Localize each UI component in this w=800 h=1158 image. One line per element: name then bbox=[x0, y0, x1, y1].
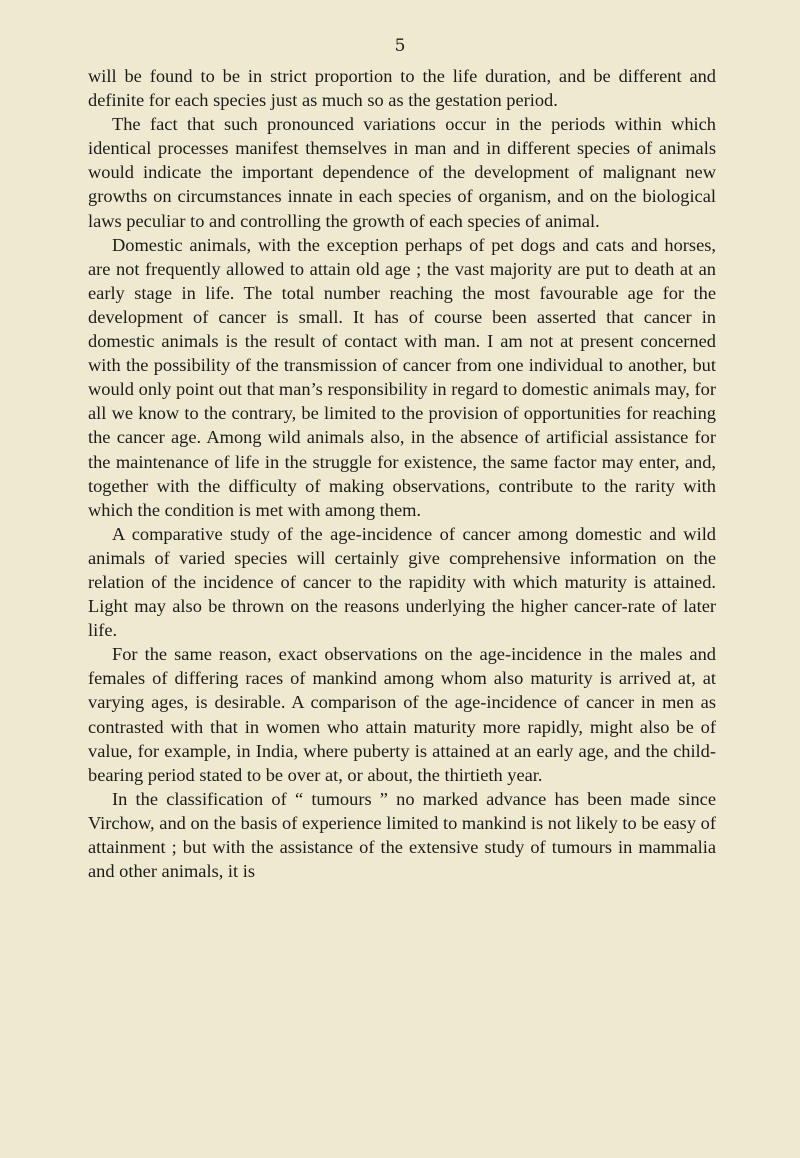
paragraph: In the classification of “ tumours ” no marked advance has been made since Virchow, and on the basis of experience limited to mankind is not likely to be easy of attainment ; but with the assistance of the extensive study of tumours in mammalia and other animals, it is bbox=[88, 788, 716, 882]
page-number: 5 bbox=[394, 36, 406, 56]
paragraph: For the same reason, exact observations on the age-incidence in the males and females of differing races of mankind among whom also maturity is arrived at, at varying ages, is desirable. A comparison of the age-incidence of cancer in men as contrasted with that in women who attain maturity more rapidly, might also be of value, for example, in India, where puberty is attained at an early age, and the child-bearing period stated to be over at, or about, the thirtieth year. bbox=[88, 644, 716, 785]
paragraph: Domestic animals, with the exception perhaps of pet dogs and cats and horses, are not frequently allowed to attain old age ; the vast majority are put to death at an early stage in life. The total number reaching the most favourable age for the development of cancer is small. It has of course been asserted that cancer in domestic animals is the result of contact with man. I am not at present concerned with the possibility of the transmission of cancer from one individual to another, but would only point out that man’s responsibility in regard to domestic animals may, for all we know to the contrary, be limited to the provision of opportunities for reaching the cancer age. Among wild animals also, in the absence of artificial assistance for the maintenance of life in the struggle for existence, the same factor may enter, and, together with the difficulty of making observations, contribute to the rarity with which the condition is met with among them. bbox=[88, 234, 716, 520]
paragraph: A comparative study of the age-incidence of cancer among domestic and wild animals of varied species will certainly give comprehensive information on the relation of the incidence of cancer to the rapidity with which maturity is attained. Light may also be thrown on the reasons underlying the higher cancer-rate of later life. bbox=[88, 523, 716, 641]
body-text bbox=[88, 64, 716, 883]
paragraph-continued: will be found to be in strict proportion to the life duration, and be different and definite for each species just as much so as the gestation period. bbox=[88, 66, 716, 111]
paragraph: The fact that such pronounced variations occur in the periods within which identical processes manifest themselves in man and in different species of animals would indicate the important dependence of the development of malignant new growths on circumstances innate in each species of organism, and on the biological laws peculiar to and controlling the growth of each species of animal. bbox=[88, 114, 716, 231]
